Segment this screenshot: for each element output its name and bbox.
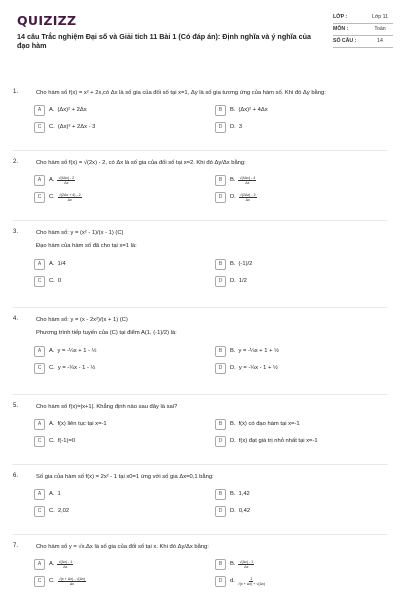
answer-text: 3: [238, 124, 243, 130]
answer-letter: A.: [49, 491, 55, 497]
answer-text: 1: [57, 491, 61, 497]
answer-text: f(x) liên tục tại x=-1: [57, 421, 107, 427]
answer-letter: C.: [49, 365, 55, 371]
answer-checkbox[interactable]: A: [34, 489, 45, 500]
meta-class-label: LỚP :: [333, 14, 348, 20]
answer-checkbox[interactable]: A: [34, 559, 45, 570]
answer-checkbox[interactable]: A: [34, 419, 45, 430]
answer-fraction: [57, 560, 73, 569]
answer-letter: D.: [230, 508, 236, 514]
question-number: 1.: [13, 89, 19, 95]
answer-letter: D.: [230, 124, 236, 130]
fraction-numerator: √(Δx) - 1: [239, 559, 254, 564]
answer-text: 2,02: [57, 508, 70, 514]
answer-option[interactable]: [34, 258, 66, 270]
answer-option[interactable]: [34, 104, 87, 116]
answer-option[interactable]: [34, 488, 61, 500]
answer-checkbox[interactable]: D: [215, 363, 226, 374]
answer-letter: C.: [49, 124, 55, 130]
meta-count-value: 14: [377, 38, 383, 44]
answer-checkbox[interactable]: C: [34, 436, 45, 447]
answer-fraction: [58, 577, 86, 586]
answer-letter: B.: [230, 177, 236, 183]
question-subtext: Phương trình tiếp tuyến của (C) tại điểm A(1, (-1)/2) là:: [36, 330, 177, 336]
question-text: Cho hàm số f(x) = √(2x) - 2, có Δx là số gia của đối số tại x=2. Khi đó Δy/Δx bằng:: [36, 160, 246, 166]
answer-option[interactable]: [215, 104, 268, 116]
answer-checkbox[interactable]: D: [215, 576, 226, 587]
question-separator: [12, 150, 388, 151]
answer-option[interactable]: [34, 435, 75, 447]
question-text: Cho hàm số f(x)=|x+1|. Khẳng định nào sau đây là sai?: [36, 404, 178, 410]
answer-option[interactable]: [34, 345, 96, 357]
answer-option[interactable]: [215, 121, 242, 133]
answer-letter: A.: [49, 107, 55, 113]
question-text: Số gia của hàm số f(x) = 2x² - 1 tại x0=1 ứng với số gia Δx=0,1 bằng:: [36, 474, 214, 480]
answer-checkbox[interactable]: C: [34, 192, 45, 203]
answer-option[interactable]: [215, 418, 300, 430]
quizizz-logo: QUIZIZZ: [17, 13, 77, 28]
answer-checkbox[interactable]: A: [34, 346, 45, 357]
question-text: Cho hàm số f(x) = x² + 2x,có Δx là số gia của đối số tại x=1, Δy là số gia tương ứng của hàm số. Khi đó Δy bằng:: [36, 90, 326, 96]
answer-text: 1,42: [238, 491, 250, 497]
answer-text: y = -¼x + 1 - ½: [57, 348, 97, 354]
answer-letter: D.: [230, 438, 236, 444]
answer-checkbox[interactable]: D: [215, 436, 226, 447]
answer-letter: B.: [230, 421, 236, 427]
fraction-denominator: Δx: [245, 197, 250, 202]
question-number: 2.: [13, 159, 19, 165]
answer-text: (-1)/2: [238, 261, 253, 267]
answer-option[interactable]: [34, 362, 95, 374]
answer-checkbox[interactable]: C: [34, 363, 45, 374]
fraction-denominator: Δx: [244, 564, 249, 569]
fraction-numerator: √(2Δx) - 2: [239, 192, 256, 197]
answer-option[interactable]: [34, 275, 61, 287]
fraction-numerator: √(x + Δx) - √(Δx): [58, 576, 86, 581]
question-separator: [12, 464, 388, 465]
answer-checkbox[interactable]: D: [215, 506, 226, 517]
meta-subject-value: Toán: [374, 26, 386, 32]
answer-option[interactable]: [34, 505, 69, 517]
question-separator: [12, 394, 388, 395]
answer-fraction: [239, 193, 257, 202]
answer-checkbox[interactable]: B: [215, 346, 226, 357]
question-number: 7.: [13, 543, 19, 549]
answer-option[interactable]: [34, 121, 95, 133]
fraction-numerator: √(Δx) - 1: [58, 559, 73, 564]
question-separator: [12, 307, 388, 308]
answer-letter: A.: [49, 348, 55, 354]
answer-checkbox[interactable]: A: [34, 175, 45, 186]
answer-text: 0: [57, 278, 62, 284]
answer-text: (Δx)² + 2Δx - 3: [57, 124, 96, 130]
answer-option[interactable]: [215, 258, 252, 270]
fraction-denominator: Δx: [67, 197, 72, 202]
answer-checkbox[interactable]: C: [34, 122, 45, 133]
answer-text: y = -¼x + 1 + ½: [238, 348, 279, 354]
meta-count-row: [333, 36, 393, 48]
meta-class-value: Lớp 11: [372, 14, 388, 20]
answer-text: 1/2: [238, 278, 247, 284]
fraction-denominator: Δx: [69, 581, 75, 586]
answer-text: (Δx)² + 4Δx: [238, 107, 268, 113]
fraction-denominator: Δx: [63, 564, 68, 569]
meta-subject-label: MÔN :: [333, 26, 349, 32]
answer-text: f(-1)=0: [57, 438, 76, 444]
answer-checkbox[interactable]: B: [215, 259, 226, 270]
question-number: 5.: [13, 403, 19, 409]
answer-letter: B.: [230, 561, 236, 567]
answer-checkbox[interactable]: D: [215, 122, 226, 133]
answer-fraction: [58, 193, 82, 202]
answer-option[interactable]: [34, 174, 75, 186]
answer-option[interactable]: [215, 435, 318, 447]
answer-letter: A.: [49, 421, 55, 427]
meta-subject-row: [333, 24, 393, 36]
worksheet-title: 14 câu Trắc nghiệm Đại số và Giải tích 11 Bài 1 (Có đáp án): Định nghĩa và ý nghĩa của đạo hàm: [17, 32, 311, 50]
answer-text: f(x) có đạo hàm tại x=-1: [238, 421, 300, 427]
answer-letter: A.: [49, 561, 55, 567]
answer-letter: D.: [230, 365, 236, 371]
answer-checkbox[interactable]: B: [215, 559, 226, 570]
answer-letter: d.: [230, 578, 235, 584]
answer-option[interactable]: [215, 558, 254, 570]
answer-checkbox[interactable]: C: [34, 276, 45, 287]
fraction-denominator: Δx: [245, 180, 250, 185]
answer-letter: C.: [49, 578, 55, 584]
worksheet-header: [0, 0, 400, 66]
question-text: Cho hàm số: y = (x - 2x²)/(x + 1) (C): [36, 317, 128, 323]
answer-fraction: [238, 577, 265, 586]
question-text: Cho hàm số: y = (x² - 1)/(x - 1) (C): [36, 230, 124, 236]
answer-text: y = -¼x - 1 + ½: [238, 365, 278, 371]
answer-option[interactable]: [215, 362, 278, 374]
answer-checkbox[interactable]: D: [215, 192, 226, 203]
answer-text: 1/4: [57, 261, 66, 267]
answer-text: (Δx)² + 2Δx: [57, 107, 87, 113]
answer-option[interactable]: [215, 505, 250, 517]
answer-letter: B.: [230, 491, 236, 497]
answer-option[interactable]: [215, 191, 257, 203]
answer-letter: B.: [230, 348, 236, 354]
answer-option[interactable]: [215, 275, 247, 287]
question-separator: [12, 534, 388, 535]
answer-letter: A.: [49, 177, 55, 183]
question-number: 4.: [13, 316, 19, 322]
answer-fraction: [238, 176, 256, 185]
answer-checkbox[interactable]: B: [215, 175, 226, 186]
answer-text: f(x) đạt giá trị nhỏ nhất tại x=-1: [238, 438, 318, 444]
question-subtext: Đạo hàm của hàm số đã cho tại x=1 là:: [36, 243, 137, 249]
answer-option[interactable]: [34, 191, 82, 203]
answer-option[interactable]: [215, 174, 256, 186]
worksheet-meta: [333, 12, 393, 48]
answer-fraction: [57, 176, 75, 185]
meta-class-row: [333, 12, 393, 24]
answer-letter: A.: [49, 261, 55, 267]
answer-checkbox[interactable]: B: [215, 419, 226, 430]
answer-option[interactable]: [34, 418, 107, 430]
answer-option[interactable]: [34, 558, 73, 570]
answer-checkbox[interactable]: C: [34, 506, 45, 517]
question-number: 6.: [13, 473, 19, 479]
answer-checkbox[interactable]: B: [215, 489, 226, 500]
answer-option[interactable]: [215, 345, 279, 357]
answer-option[interactable]: [215, 488, 250, 500]
question-text: Cho hàm số y = √x.Δx là số gia của đối số tại x. Khi đó Δy/Δx bằng:: [36, 544, 209, 550]
fraction-denominator: Δx: [64, 180, 69, 185]
question-number: 3.: [13, 229, 19, 235]
fraction-numerator: √(4Δx) - 2: [58, 175, 75, 180]
fraction-numerator: √(4Δx) - 4: [239, 175, 256, 180]
answer-checkbox[interactable]: A: [34, 105, 45, 116]
answer-letter: B.: [230, 107, 236, 113]
answer-checkbox[interactable]: C: [34, 576, 45, 587]
answer-checkbox[interactable]: B: [215, 105, 226, 116]
meta-count-label: SỐ CÂU :: [333, 38, 357, 44]
answer-letter: D.: [230, 278, 236, 284]
answer-text: y = -¼x - 1 - ½: [57, 365, 96, 371]
answer-fraction: [238, 560, 254, 569]
question-separator: [12, 220, 388, 221]
answer-letter: C.: [49, 438, 55, 444]
answer-letter: C.: [49, 278, 55, 284]
fraction-numerator: √(2Δx + 4) - 2: [58, 192, 81, 197]
answer-option[interactable]: [34, 575, 86, 587]
answer-letter: D.: [230, 194, 236, 200]
answer-letter: C.: [49, 508, 55, 514]
answer-checkbox[interactable]: D: [215, 276, 226, 287]
fraction-numerator: 1: [250, 576, 253, 581]
answer-letter: C.: [49, 194, 55, 200]
fraction-denominator: √(x + Δx) + √(Δx): [237, 581, 265, 586]
answer-letter: B.: [230, 261, 236, 267]
answer-checkbox[interactable]: A: [34, 259, 45, 270]
answer-text: 0,42: [238, 508, 251, 514]
answer-option[interactable]: [215, 575, 265, 587]
